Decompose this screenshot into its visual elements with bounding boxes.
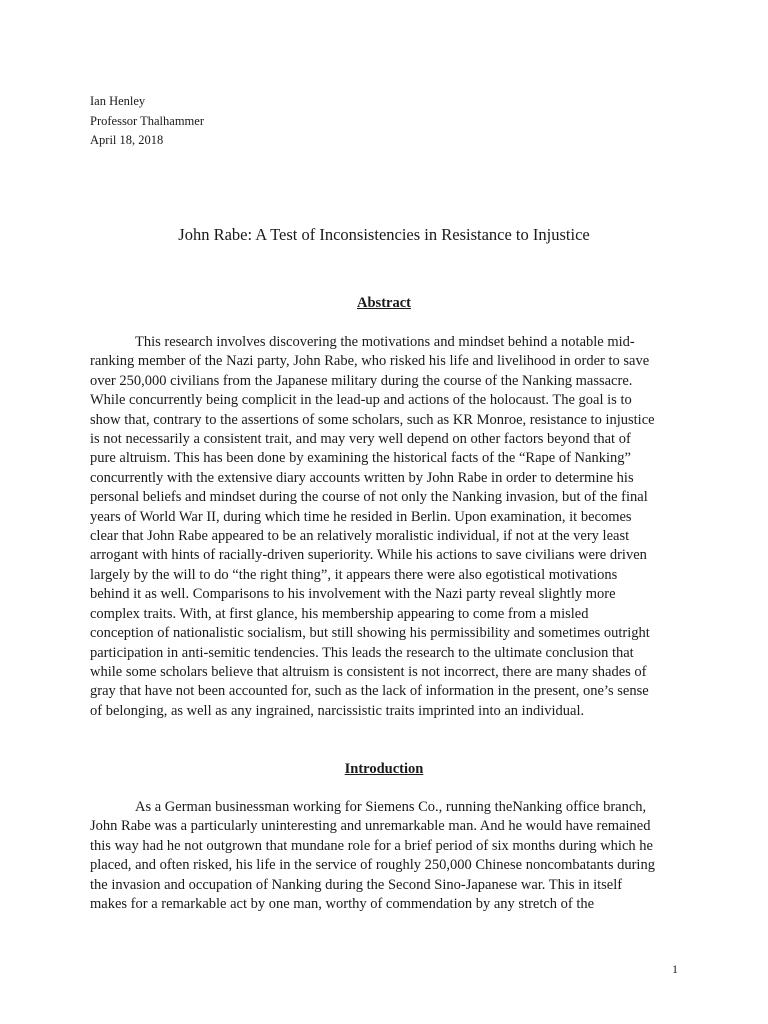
abstract-line: complex traits. With, at first glance, his membership appearing to come from a misled [90,605,589,622]
introduction-line: this way had he not outgrown that mundane role for a brief period of six months during which he [90,837,653,854]
abstract-line: personal beliefs and mindset during the course of not only the Nanking invasion, but of the final [90,489,648,506]
abstract-paragraph [90,333,680,721]
introduction-line: makes for a remarkable act by one man, worthy of commendation by any stretch of the [90,896,595,913]
introduction-line: John Rabe was a particularly uninteresting and unremarkable man. And he would have remained [90,818,651,835]
paper-title: John Rabe: A Test of Inconsistencies in Resistance to Injustice [178,225,590,244]
page-number: 1 [672,962,678,976]
abstract-line: largely by the will to do “the right thing”, it appears there were also egotistical motivations [90,566,618,583]
abstract-line: While concurrently being complicit in the lead-up and actions of the holocaust. The goal is to [90,392,632,409]
abstract-line: behind it as well. Comparisons to his involvement with the Nazi party reveal slightly more [90,586,616,603]
abstract-line: show that, contrary to the assertions of some scholars, such as KR Monroe, resistance to injustice [90,411,655,428]
abstract-line: gray that have not been accounted for, such as the lack of information in the present, one’s sense [90,683,649,700]
abstract-line: is not necessarily a consistent trait, and may very well depend on other factors beyond that of [90,431,631,448]
author-name: Ian Henley [90,94,146,108]
abstract-heading: Abstract [357,295,411,311]
abstract-line: arrogant with hints of racially-driven superiority. While his actions to save civilians were driven [90,547,647,564]
abstract-line: ranking member of the Nazi party, John Rabe, who risked his life and livelihood in order to save [90,353,650,370]
abstract-line: years of World War II, during which time he resided in Berlin. Upon examination, it becomes [90,508,632,525]
abstract-line: participation in anti-semitic tendencies. This leads the research to the ultimate conclusion that [90,644,634,661]
abstract-line: clear that John Rabe appeared to be an relatively moralistic individual, if not at the very least [90,528,630,545]
abstract-line: conception of nationalistic socialism, but still showing his permissibility and sometimes outright [90,625,650,642]
introduction-line: As a German businessman working for Siemens Co., running theNanking office branch, [135,799,647,815]
abstract-line: This research involves discovering the motivations and mindset behind a notable mid- [135,334,635,350]
abstract-line: concurrently with the extensive diary accounts written by John Rabe in order to determine his [90,469,634,486]
paper-date: April 18, 2018 [90,133,164,147]
abstract-line: pure altruism. This has been done by examining the historical facts of the “Rape of Nanking” [90,450,631,467]
abstract-line: while some scholars believe that altruism is consistent is not incorrect, there are many shades of [90,663,647,680]
professor-name: Professor Thalhammer [90,113,204,128]
paper-header [90,92,204,151]
abstract-line: of belonging, as well as any ingrained, narcissistic traits imprinted into an individual. [90,702,585,719]
introduction-line: the invasion and occupation of Nanking during the Second Sino-Japanese war. This in itself [90,876,623,893]
introduction-paragraph [90,798,680,914]
abstract-line: over 250,000 civilians from the Japanese military during the course of the Nanking massacre. [90,372,633,389]
introduction-line: placed, and often risked, his life in the service of roughly 250,000 Chinese noncombatants during [90,857,655,874]
introduction-heading: Introduction [344,761,424,777]
